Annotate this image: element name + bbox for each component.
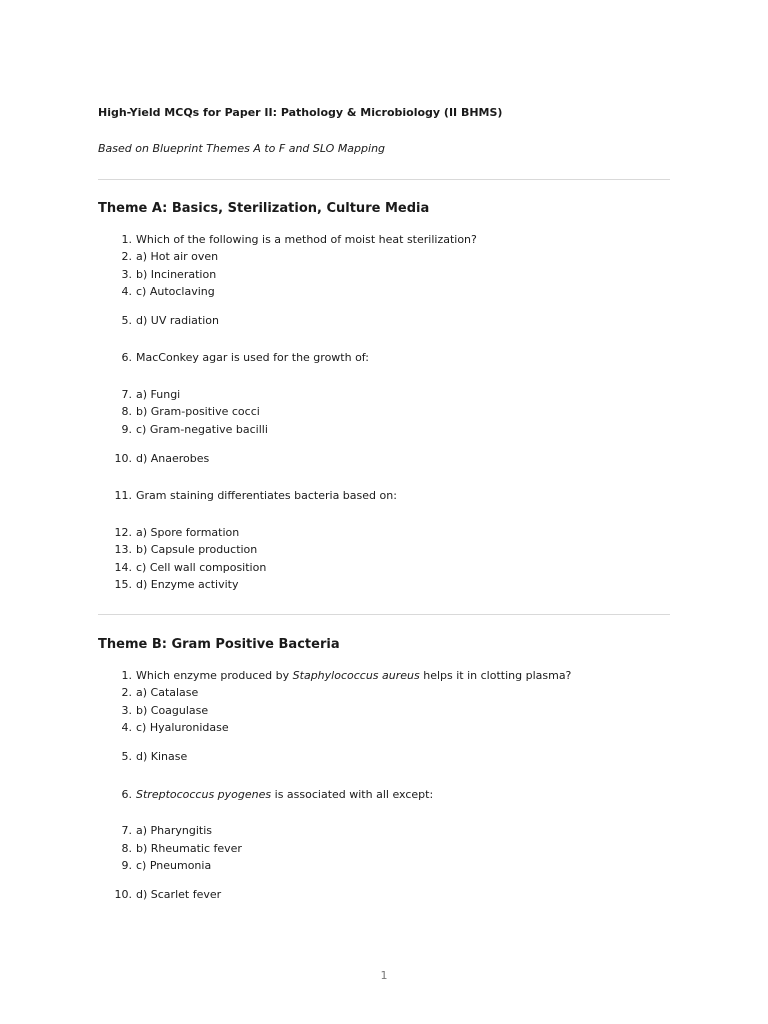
item-number: 4.: [121, 721, 132, 734]
option-text: b) Capsule production: [136, 543, 258, 556]
item-number: 3.: [121, 704, 132, 717]
option-text: d) Enzyme activity: [136, 578, 239, 591]
option-text: d) Scarlet fever: [136, 888, 222, 901]
item-number: 13.: [114, 543, 132, 556]
item-number: 4.: [121, 285, 132, 298]
item-number: 2.: [121, 686, 132, 699]
item-number: 11.: [114, 489, 132, 502]
option-text: a) Fungi: [136, 388, 181, 401]
item-number: 12.: [114, 526, 132, 539]
question-text: [136, 788, 433, 801]
organism-name: Staphylococcus aureus: [292, 669, 420, 682]
item-number: 15.: [114, 578, 132, 591]
question-text-start: Which enzyme produced by: [136, 669, 293, 682]
item-number: 1.: [121, 233, 132, 246]
item-number: 1.: [121, 669, 132, 682]
option-text: c) Cell wall composition: [136, 561, 267, 574]
option-text: b) Coagulase: [136, 704, 209, 717]
question-text-end: helps it in clotting plasma?: [419, 669, 572, 682]
question-text-end: is associated with all except:: [271, 788, 434, 801]
item-number: 7.: [121, 824, 132, 837]
option-text: d) UV radiation: [136, 314, 219, 327]
item-number: 6.: [121, 351, 132, 364]
option-text: a) Catalase: [136, 686, 199, 699]
item-number: 7.: [121, 388, 132, 401]
question-text: Gram staining differentiates bacteria based on:: [136, 489, 397, 502]
option-text: b) Incineration: [136, 268, 217, 281]
section-divider: [98, 179, 670, 180]
item-number: 5.: [121, 314, 132, 327]
item-number: 8.: [121, 405, 132, 418]
item-number: 10.: [114, 452, 132, 465]
question-text: MacConkey agar is used for the growth of:: [136, 351, 369, 364]
option-text: a) Spore formation: [136, 526, 240, 539]
option-text: c) Gram-negative bacilli: [136, 423, 268, 436]
option-text: b) Gram-positive cocci: [136, 405, 260, 418]
question-text: [136, 669, 571, 682]
option-text: a) Hot air oven: [136, 250, 219, 263]
item-number: 5.: [121, 750, 132, 763]
item-number: 3.: [121, 268, 132, 281]
item-number: 9.: [121, 859, 132, 872]
item-number: 10.: [114, 888, 132, 901]
page-number: 1: [380, 969, 388, 982]
option-text: c) Autoclaving: [136, 285, 215, 298]
option-text: c) Hyaluronidase: [136, 721, 229, 734]
option-text: a) Pharyngitis: [136, 824, 213, 837]
theme-b-heading: Theme B: Gram Positive Bacteria: [98, 637, 340, 652]
document-title: High-Yield MCQs for Paper II: Pathology & Microbiology (II BHMS): [98, 106, 503, 119]
theme-a-heading: Theme A: Basics, Sterilization, Culture Media: [98, 201, 430, 216]
item-number: 6.: [121, 788, 132, 801]
question-text: Which of the following is a method of moist heat sterilization?: [136, 233, 477, 246]
section-divider: [98, 614, 670, 615]
item-number: 9.: [121, 423, 132, 436]
item-number: 14.: [114, 561, 132, 574]
option-text: d) Anaerobes: [136, 452, 210, 465]
option-text: c) Pneumonia: [136, 859, 212, 872]
organism-name: Streptococcus pyogenes: [136, 788, 272, 801]
document-subtitle: Based on Blueprint Themes A to F and SLO Mapping: [98, 142, 386, 155]
option-text: d) Kinase: [136, 750, 188, 763]
item-number: 8.: [121, 842, 132, 855]
option-text: b) Rheumatic fever: [136, 842, 242, 855]
item-number: 2.: [121, 250, 132, 263]
